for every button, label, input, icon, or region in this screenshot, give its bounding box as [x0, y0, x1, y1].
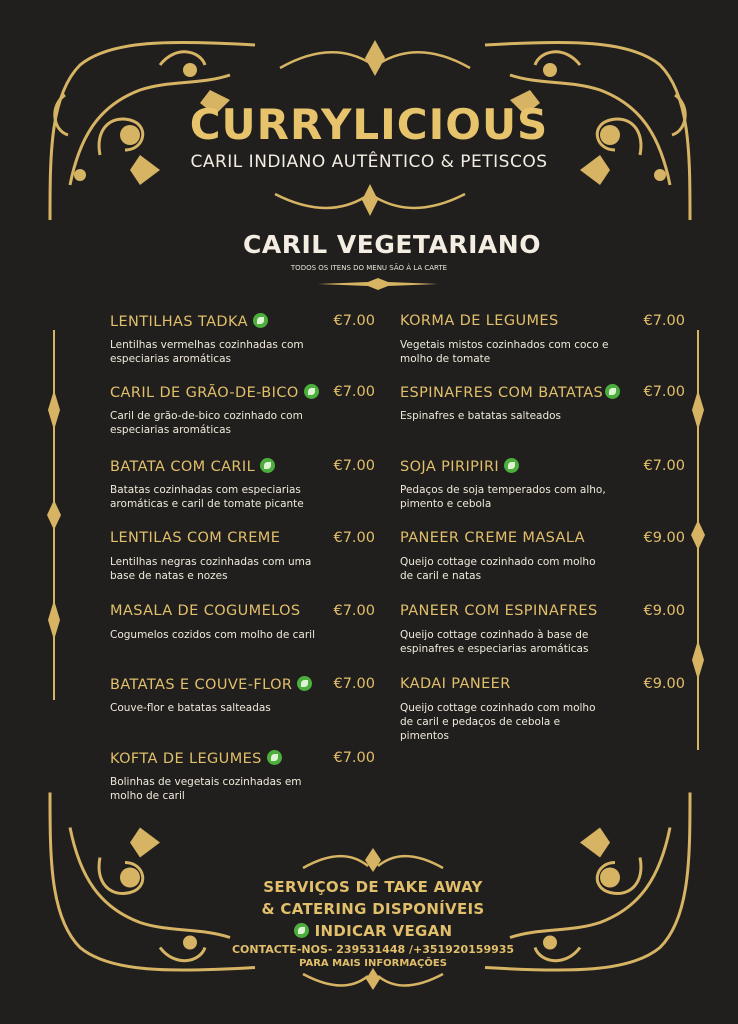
menu-item — [110, 384, 375, 437]
side-rule-left-icon — [44, 330, 64, 700]
item-price: €7.00 — [333, 313, 375, 329]
item-description: Lentilhas vermelhas cozinhadas com especiarias aromáticas — [110, 339, 304, 365]
item-description: Pedaços de soja temperados com alho, pimento e cebola — [400, 484, 606, 510]
item-description: Lentilhas negras cozinhadas com uma base de natas e nozes — [110, 556, 312, 582]
item-price: €7.00 — [333, 530, 375, 546]
item-price: €7.00 — [333, 750, 375, 766]
more-info-line: PARA MAIS INFORMAÇÕES — [299, 958, 447, 969]
menu-item — [400, 530, 685, 583]
item-price: €7.00 — [643, 384, 685, 400]
item-name: BATATAS E COUVE-FLOR — [110, 676, 312, 693]
menu-item — [400, 313, 685, 366]
section-note: TODOS OS ITENS DO MENU SÃO À LA CARTE — [290, 264, 448, 272]
item-description: Queijo cottage cozinhado com molho de caril e natas — [400, 556, 596, 582]
vegan-icon — [605, 384, 620, 399]
item-name: PANEER COM ESPINAFRES — [400, 603, 598, 619]
item-description: Vegetais mistos cozinhados com coco e molho de tomate — [400, 339, 609, 365]
section-title: CARIL VEGETARIANO — [243, 230, 541, 259]
title-divider-icon — [270, 182, 470, 218]
menu-item — [110, 603, 375, 642]
top-flourish-icon — [275, 38, 475, 78]
takeaway-line: SERVIÇOS DE TAKE AWAY — [263, 878, 483, 896]
vegan-icon — [253, 313, 268, 328]
side-rule-right-icon — [688, 330, 708, 750]
vegan-icon — [304, 384, 319, 399]
menu-item — [110, 530, 375, 583]
footer-flourish-icon — [298, 846, 448, 874]
item-name: SOJA PIRIPIRI — [400, 458, 519, 475]
item-name: LENTILAS COM CREME — [110, 530, 281, 546]
item-description: Batatas cozinhadas com especiarias aromáticas e caril de tomate picante — [110, 484, 304, 510]
item-name: KADAI PANEER — [400, 676, 511, 692]
item-name: PANEER CREME MASALA — [400, 530, 585, 546]
item-description: Espinafres e batatas salteados — [400, 410, 562, 422]
menu-item — [110, 676, 375, 715]
restaurant-title: CURRYLICIOUS — [189, 100, 549, 149]
item-price: €9.00 — [643, 530, 685, 546]
item-name: ESPINAFRES COM BATATAS — [400, 384, 620, 401]
vegan-icon — [260, 458, 275, 473]
bottom-flourish-icon — [298, 968, 448, 992]
menu-item — [110, 750, 375, 803]
vegan-icon — [294, 923, 309, 938]
item-description: Caril de grão-de-bico cozinhado com especiarias aromáticas — [110, 410, 303, 436]
vegan-note: INDICAR VEGAN — [0, 920, 738, 942]
restaurant-subtitle: CARIL INDIANO AUTÊNTICO & PETISCOS — [190, 152, 548, 172]
item-price: €7.00 — [333, 384, 375, 400]
item-description: Cogumelos cozidos com molho de caril — [110, 629, 316, 641]
section-divider-icon — [318, 278, 438, 290]
item-name: LENTILHAS TADKA — [110, 313, 268, 330]
item-name: KOFTA DE LEGUMES — [110, 750, 282, 767]
item-price: €9.00 — [643, 676, 685, 692]
menu-item — [110, 458, 375, 511]
menu-item — [400, 458, 685, 511]
item-description: Queijo cottage cozinhado à base de espinafres e especiarias aromáticas — [400, 629, 589, 655]
catering-line: & CATERING DISPONÍVEIS — [261, 900, 485, 918]
item-price: €7.00 — [333, 603, 375, 619]
menu-item — [400, 603, 685, 656]
item-name: KORMA DE LEGUMES — [400, 313, 559, 329]
vegan-icon — [267, 750, 282, 765]
menu-item — [400, 676, 685, 743]
item-name: BATATA COM CARIL — [110, 458, 275, 475]
item-price: €7.00 — [643, 313, 685, 329]
vegan-icon — [297, 676, 312, 691]
item-description: Queijo cottage cozinhado com molho de caril e pedaços de cebola e pimentos — [400, 702, 596, 742]
item-price: €7.00 — [333, 458, 375, 474]
item-description: Couve-flor e batatas salteadas — [110, 702, 271, 714]
item-name: MASALA DE COGUMELOS — [110, 603, 301, 619]
footer — [0, 876, 738, 971]
item-price: €9.00 — [643, 603, 685, 619]
item-name: CARIL DE GRÃO-DE-BICO — [110, 384, 319, 401]
item-description: Bolinhas de vegetais cozinhadas em molho de caril — [110, 776, 302, 802]
vegan-icon — [504, 458, 519, 473]
menu-item — [110, 313, 375, 366]
menu-item — [400, 384, 685, 423]
item-price: €7.00 — [643, 458, 685, 474]
contact-line: CONTACTE-NOS- 239531448 /+351920159935 — [231, 943, 515, 956]
item-price: €7.00 — [333, 676, 375, 692]
